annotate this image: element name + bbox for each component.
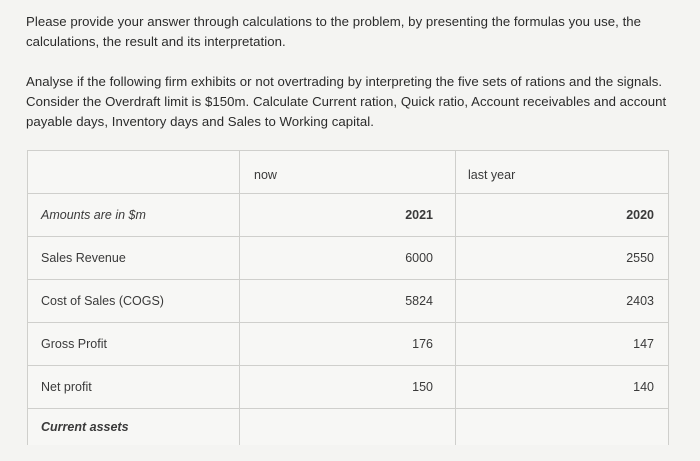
table-row-current-assets [28, 409, 669, 446]
header-cell-last-year: last year [456, 151, 669, 194]
value-2021: 6000 [240, 237, 456, 280]
row-label: Current assets [28, 409, 240, 446]
value-2021 [240, 409, 456, 446]
row-label: Sales Revenue [28, 237, 240, 280]
instruction-paragraph-1: Please provide your answer through calculations to the problem, by presenting the formulas you use, the calculations, the result and its interpretation. [26, 14, 642, 49]
value-2020: 2550 [456, 237, 669, 280]
row-label: Amounts are in $m [28, 194, 240, 237]
value-2020 [456, 409, 669, 446]
value-2021: 150 [240, 366, 456, 409]
value-2020: 140 [456, 366, 669, 409]
row-label: Net profit [28, 366, 240, 409]
value-2021: 176 [240, 323, 456, 366]
row-label: Gross Profit [28, 323, 240, 366]
value-2021: 2021 [240, 194, 456, 237]
row-label: Cost of Sales (COGS) [28, 280, 240, 323]
value-2020: 2403 [456, 280, 669, 323]
table-row-cogs [28, 280, 669, 323]
value-2020: 147 [456, 323, 669, 366]
value-2021: 5824 [240, 280, 456, 323]
table-row-gross-profit [28, 323, 669, 366]
table-row-net-profit [28, 366, 669, 409]
table-header-row [28, 151, 669, 194]
instruction-paragraph-2: Analyse if the following firm exhibits or not overtrading by interpreting the five sets of rations and the signals. Consider the Overdraft limit is $150m. Calculate Current ration, Quick ratio, Account receivables and account payable days, Inventory days and Sales to Working capital. [26, 74, 667, 129]
table-row-sales-revenue [28, 237, 669, 280]
value-2020: 2020 [456, 194, 669, 237]
header-cell-now: now [240, 151, 456, 194]
header-cell-empty [28, 151, 240, 194]
financial-table [27, 150, 669, 445]
table-row-units [28, 194, 669, 237]
